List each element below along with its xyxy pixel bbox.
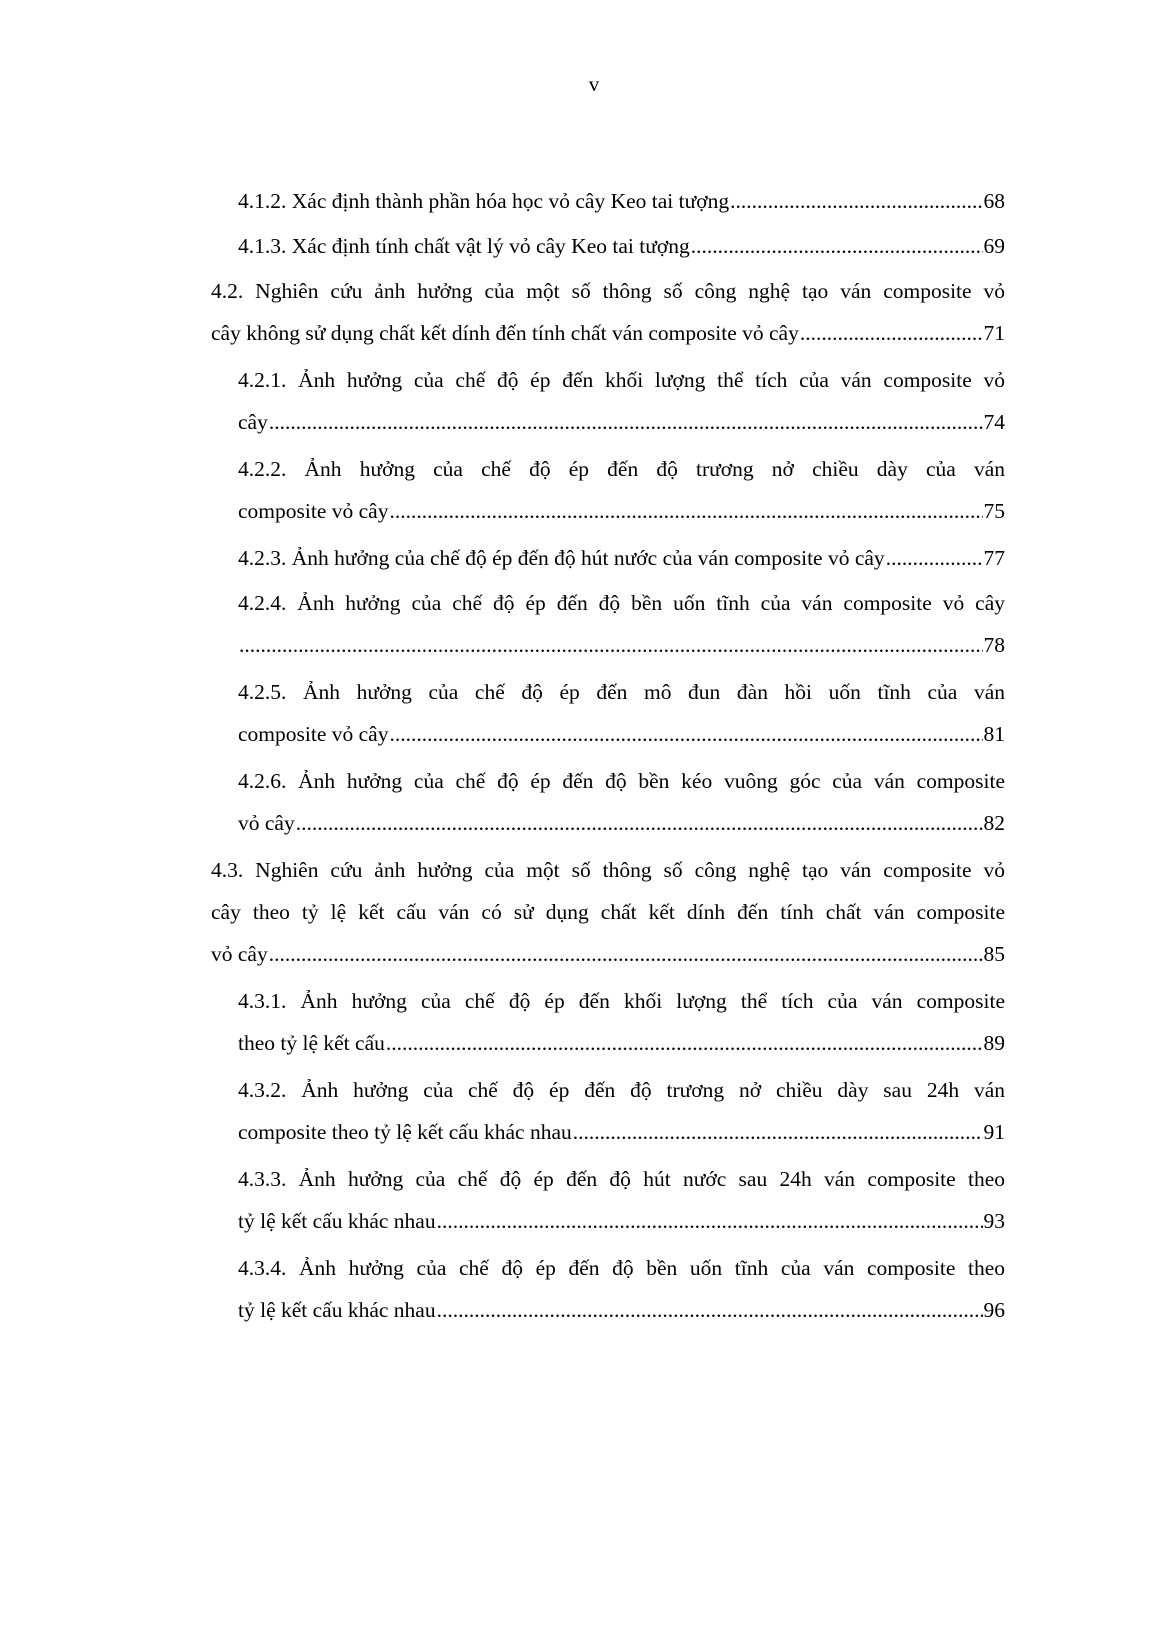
toc-entry-4-2[interactable] (211, 270, 1005, 354)
toc-entry-title-cont: vỏ cây (238, 811, 295, 835)
dot-leader (296, 802, 983, 844)
toc-page-number: 69 (983, 234, 1005, 258)
toc-entry-4-2-4[interactable] (238, 582, 1005, 666)
toc-page-number: 78 (983, 633, 1005, 657)
dot-leader (269, 933, 983, 975)
dot-leader (691, 225, 983, 267)
toc-entry-title-cont: theo tỷ lệ kết cấu (238, 1031, 385, 1055)
toc-entry-4-1-2[interactable] (238, 180, 1005, 222)
toc-entry-4-2-5[interactable] (238, 671, 1005, 755)
table-of-contents (0, 180, 1158, 1336)
toc-entry-title-cont: tỷ lệ kết cấu khác nhau (238, 1298, 436, 1322)
dot-leader (573, 1111, 983, 1153)
toc-page-number: 85 (983, 942, 1005, 966)
dot-leader (437, 1289, 983, 1331)
toc-entry-4-2-3[interactable] (238, 537, 1005, 579)
toc-entry-title-line2: cây theo tỷ lệ kết cấu ván có sử dụng chất kết dính đến tính chất ván composite (211, 900, 1005, 924)
toc-entry-4-3-3[interactable] (238, 1158, 1005, 1242)
toc-page-number: 93 (983, 1209, 1005, 1233)
toc-entry-4-2-1[interactable] (238, 359, 1005, 443)
dot-leader (886, 537, 983, 579)
toc-page-number: 82 (983, 811, 1005, 835)
toc-page-number: 77 (983, 546, 1005, 570)
toc-entry-title: 4.3.2. Ảnh hưởng của chế độ ép đến độ trương nở chiều dày sau 24h ván (238, 1078, 1005, 1102)
dot-leader (386, 1022, 983, 1064)
toc-entry-title-cont: tỷ lệ kết cấu khác nhau (238, 1209, 436, 1233)
toc-entry-4-3-2[interactable] (238, 1069, 1005, 1153)
toc-entry-4-3[interactable] (211, 849, 1005, 975)
toc-page-number: 74 (983, 410, 1005, 434)
toc-entry-title: 4.1.2. Xác định thành phần hóa học vỏ cây Keo tai tượng (238, 189, 730, 213)
toc-entry-title: 4.2.2. Ảnh hưởng của chế độ ép đến độ trương nở chiều dày của ván (238, 457, 1005, 481)
toc-entry-title: 4.2.4. Ảnh hưởng của chế độ ép đến độ bền uốn tĩnh của ván composite vỏ cây (238, 591, 1005, 615)
toc-page-number: 96 (983, 1298, 1005, 1322)
toc-entry-4-3-4[interactable] (238, 1247, 1005, 1331)
toc-entry-title: 4.1.3. Xác định tính chất vật lý vỏ cây Keo tai tượng (238, 234, 690, 258)
toc-page-number: 68 (983, 189, 1005, 213)
toc-page-number: 75 (983, 499, 1005, 523)
dot-leader (239, 624, 983, 666)
toc-entry-title: 4.2.1. Ảnh hưởng của chế độ ép đến khối lượng thể tích của ván composite vỏ (238, 368, 1005, 392)
toc-entry-title-cont: composite vỏ cây (238, 722, 389, 746)
toc-entry-title: 4.2. Nghiên cứu ảnh hưởng của một số thông số công nghệ tạo ván composite vỏ (211, 279, 1005, 303)
toc-entry-4-2-2[interactable] (238, 448, 1005, 532)
toc-entry-title-cont: composite theo tỷ lệ kết cấu khác nhau (238, 1120, 572, 1144)
toc-entry-title: 4.2.6. Ảnh hưởng của chế độ ép đến độ bền kéo vuông góc của ván composite (238, 769, 1005, 793)
page-number: v (588, 72, 600, 96)
toc-page-number: 91 (983, 1120, 1005, 1144)
toc-entry-title-cont: composite vỏ cây (238, 499, 389, 523)
toc-entry-title: 4.2.5. Ảnh hưởng của chế độ ép đến mô đun đàn hồi uốn tĩnh của ván (238, 680, 1005, 704)
dot-leader (389, 713, 982, 755)
toc-entry-4-3-1[interactable] (238, 980, 1005, 1064)
toc-entry-title: 4.3. Nghiên cứu ảnh hưởng của một số thông số công nghệ tạo ván composite vỏ (211, 858, 1005, 882)
dot-leader (730, 180, 982, 222)
dot-leader (437, 1200, 983, 1242)
toc-page-number: 81 (983, 722, 1005, 746)
toc-entry-4-1-3[interactable] (238, 225, 1005, 267)
toc-page-number: 89 (983, 1031, 1005, 1055)
toc-entry-title-cont: cây không sử dụng chất kết dính đến tính chất ván composite vỏ cây (211, 321, 799, 345)
dot-leader (389, 490, 982, 532)
toc-entry-4-2-6[interactable] (238, 760, 1005, 844)
dot-leader (269, 401, 983, 443)
toc-entry-title-cont: cây (238, 410, 268, 434)
toc-entry-title: 4.3.4. Ảnh hưởng của chế độ ép đến độ bền uốn tĩnh của ván composite theo (238, 1256, 1005, 1280)
toc-page-number: 71 (983, 321, 1005, 345)
toc-entry-title: 4.2.3. Ảnh hưởng của chế độ ép đến độ hút nước của ván composite vỏ cây (238, 546, 885, 570)
toc-entry-title-cont: vỏ cây (211, 942, 268, 966)
toc-entry-title: 4.3.1. Ảnh hưởng của chế độ ép đến khối lượng thể tích của ván composite (238, 989, 1005, 1013)
toc-entry-title: 4.3.3. Ảnh hưởng của chế độ ép đến độ hút nước sau 24h ván composite theo (238, 1167, 1005, 1191)
dot-leader (800, 312, 983, 354)
